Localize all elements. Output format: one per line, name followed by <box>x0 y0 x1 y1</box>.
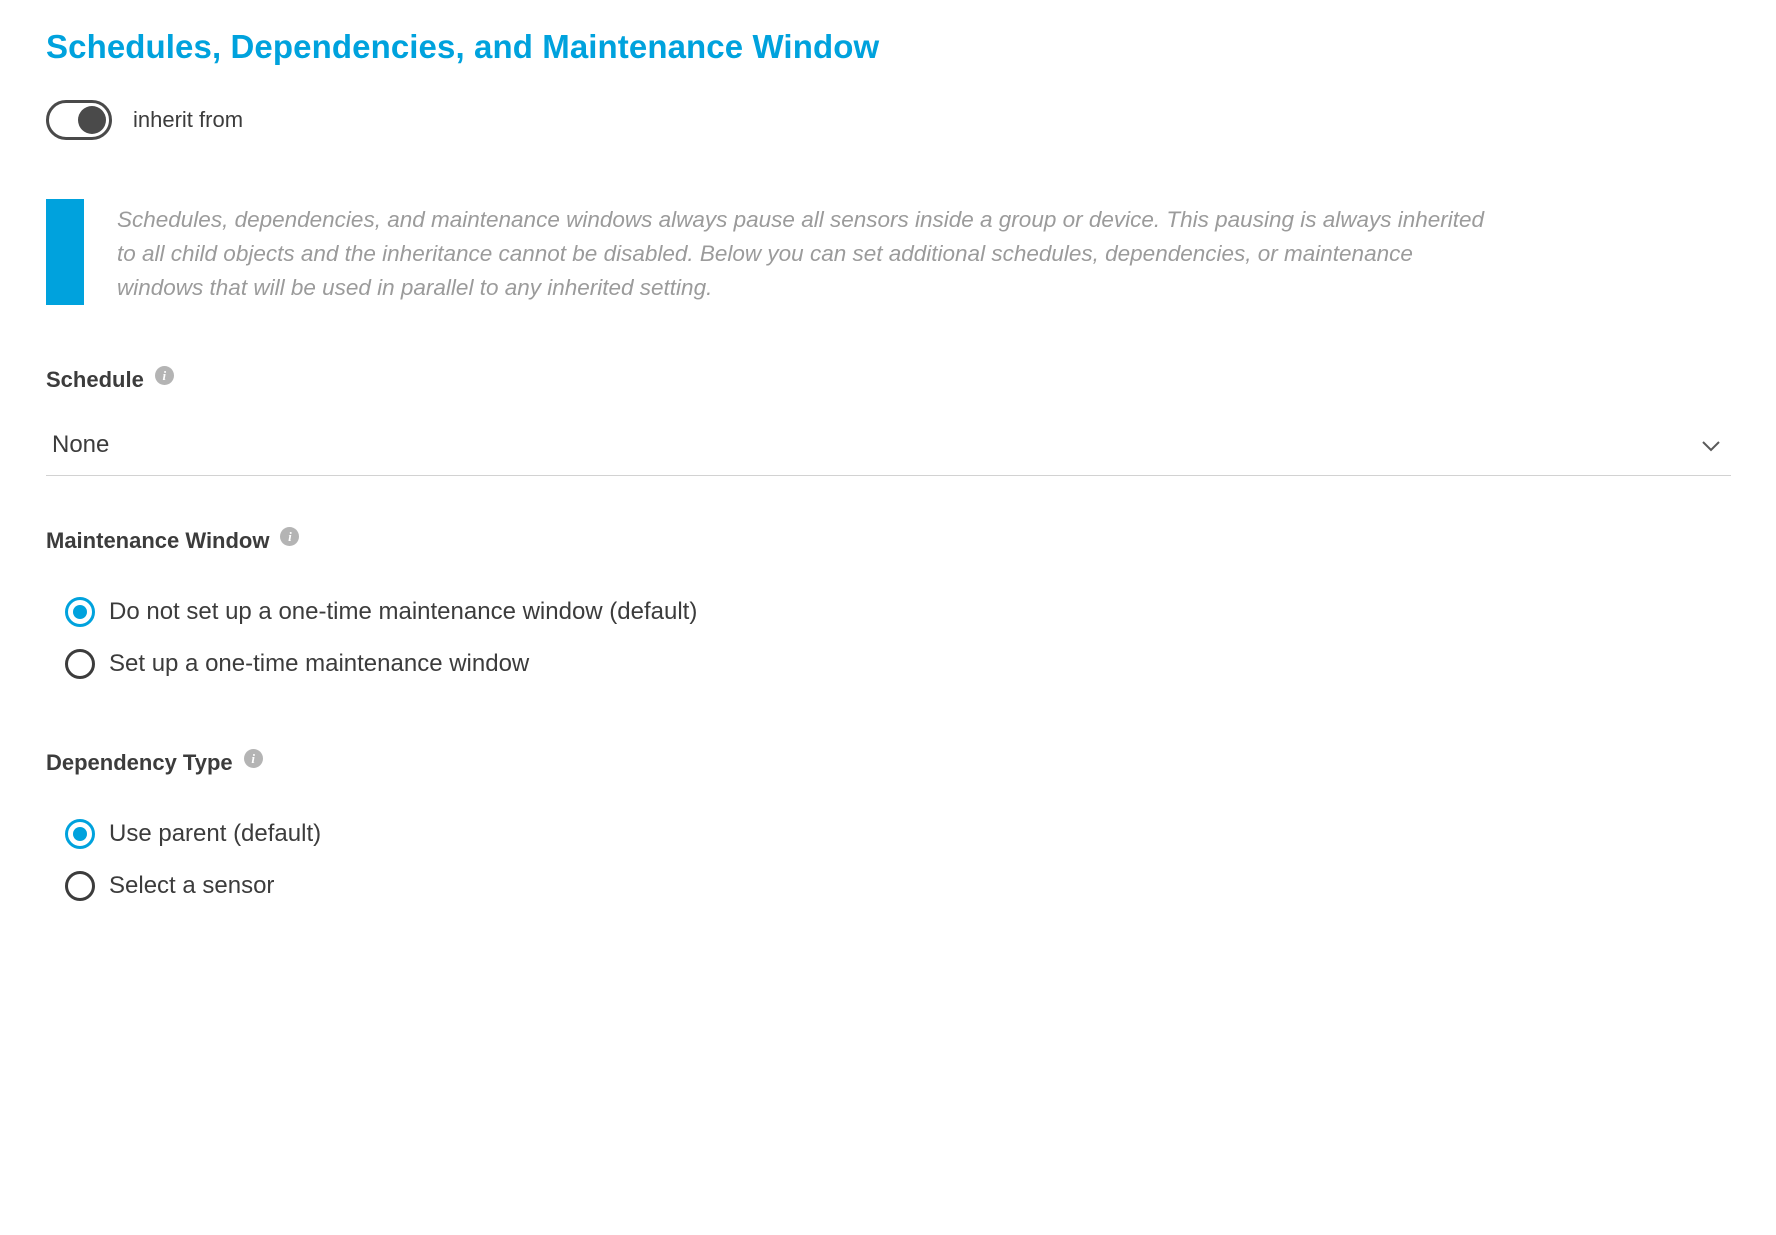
dependency-type-label: Dependency Type <box>46 750 233 776</box>
dependency-type-info-icon[interactable]: i <box>244 749 263 768</box>
radio-button-icon[interactable] <box>65 649 95 679</box>
maintenance-window-label-row <box>46 528 1730 554</box>
inherit-from-row <box>46 97 1730 143</box>
schedule-info-icon[interactable]: i <box>155 366 174 385</box>
radio-button-icon[interactable] <box>65 871 95 901</box>
dependency-type-radio-group <box>46 808 1730 912</box>
radio-option-select-sensor[interactable] <box>46 860 1730 912</box>
callout-text: Schedules, dependencies, and maintenance windows always pause all sensors inside a group or device. This pausing is always inherited to all child objects and the inheritance cannot be disabled. Below you can set additional schedules, dependencies, or maintenance windows that will be used in parallel to any inherited setting. <box>117 206 1485 300</box>
maintenance-window-info-icon[interactable]: i <box>280 527 299 546</box>
radio-label: Use parent (default) <box>109 820 322 848</box>
toggle-knob-icon <box>78 106 106 134</box>
schedule-label-row <box>46 367 1730 393</box>
radio-label: Set up a one-time maintenance window <box>109 650 530 678</box>
radio-option-no-maintenance-window[interactable] <box>46 586 1730 638</box>
dependency-type-label-row <box>46 750 1730 776</box>
inherit-from-label: inherit from <box>133 106 244 132</box>
maintenance-window-label: Maintenance Window <box>46 528 270 554</box>
radio-label: Do not set up a one-time maintenance window (default) <box>109 598 698 626</box>
radio-button-icon[interactable] <box>65 819 95 849</box>
schedule-selected-value: None <box>52 431 110 459</box>
maintenance-window-radio-group <box>46 586 1730 690</box>
radio-label: Select a sensor <box>109 872 275 900</box>
radio-option-set-maintenance-window[interactable] <box>46 638 1730 690</box>
page-title: Schedules, Dependencies, and Maintenance Window <box>46 28 880 65</box>
schedule-select[interactable] <box>46 420 1731 476</box>
radio-button-icon[interactable] <box>65 597 95 627</box>
settings-page <box>0 27 1776 912</box>
callout-accent-bar <box>46 199 84 306</box>
info-callout <box>46 199 1730 306</box>
chevron-down-icon[interactable] <box>1699 434 1723 458</box>
radio-option-use-parent[interactable] <box>46 808 1730 860</box>
inherit-from-toggle[interactable] <box>46 100 112 140</box>
schedule-label: Schedule <box>46 367 144 393</box>
